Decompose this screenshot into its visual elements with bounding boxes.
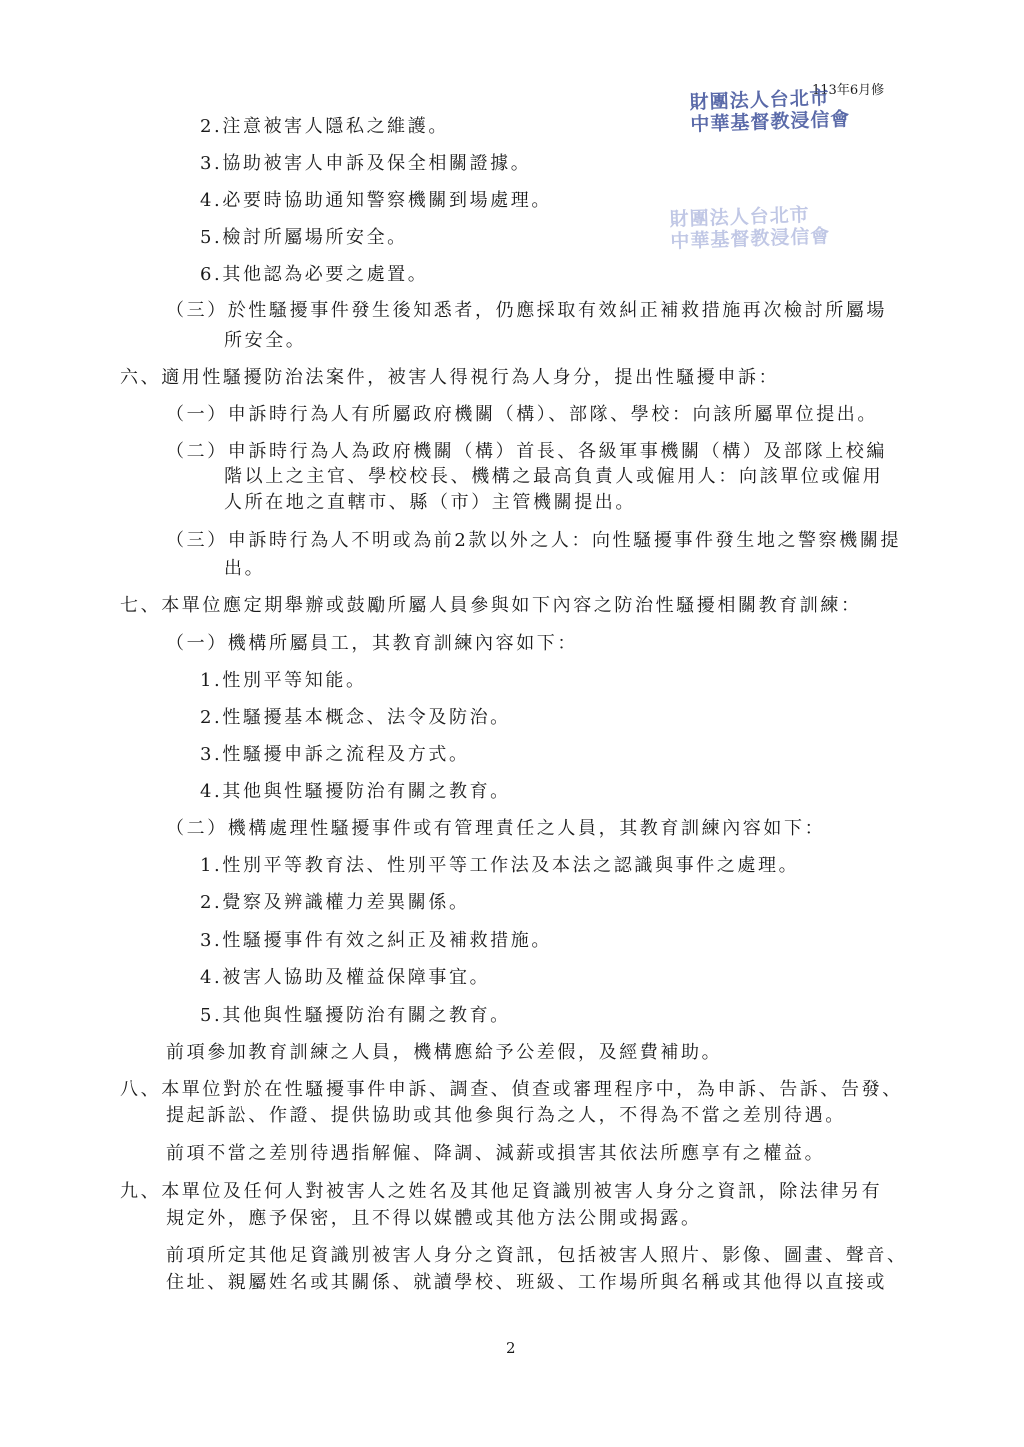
list-item: 2.性騷擾基本概念、法令及防治。 xyxy=(200,707,511,728)
clause-paragraph: （一）申訴時行為人有所屬政府機關（構）、部隊、學校：向該所屬單位提出。 xyxy=(166,404,878,425)
clause-paragraph: 所安全。 xyxy=(224,330,307,351)
paragraph: 規定外，應予保密，且不得以媒體或其他方法公開或揭露。 xyxy=(166,1208,702,1229)
list-item: 3.性騷擾事件有效之糾正及補救措施。 xyxy=(200,930,552,951)
paragraph: 提起訴訟、作證、提供協助或其他參與行為之人，不得為不當之差別待遇。 xyxy=(166,1105,846,1126)
section-heading: 九、本單位及任何人對被害人之姓名及其他足資識別被害人身分之資訊，除法律另有 xyxy=(120,1181,883,1202)
clause-paragraph: （一）機構所屬員工，其教育訓練內容如下： xyxy=(166,633,578,654)
list-item: 4.其他與性騷擾防治有關之教育。 xyxy=(200,781,511,802)
revision-note: 113年6月修 xyxy=(812,83,885,98)
list-item: 5.其他與性騷擾防治有關之教育。 xyxy=(200,1005,511,1026)
stamp-line: 中華基督教浸信會 xyxy=(670,225,831,253)
paragraph: 前項所定其他足資識別被害人身分之資訊，包括被害人照片、影像、圖畫、聲音、 xyxy=(166,1245,908,1266)
clause-paragraph: （二）機構處理性騷擾事件或有管理責任之人員，其教育訓練內容如下： xyxy=(166,818,826,839)
list-item: 4.必要時協助通知警察機關到場處理。 xyxy=(200,190,552,211)
list-item: 3.協助被害人申訴及保全相關證據。 xyxy=(200,153,532,174)
page-number: 2 xyxy=(506,1339,516,1357)
paragraph: 前項參加教育訓練之人員，機構應給予公差假，及經費補助。 xyxy=(166,1042,723,1063)
stamp-line: 中華基督教浸信會 xyxy=(690,108,851,136)
list-item: 3.性騷擾申訴之流程及方式。 xyxy=(200,744,470,765)
section-heading: 七、本單位應定期舉辦或鼓勵所屬人員參與如下內容之防治性騷擾相關教育訓練： xyxy=(120,595,862,616)
list-item: 1.性別平等知能。 xyxy=(200,670,367,691)
list-item: 6.其他認為必要之處置。 xyxy=(200,264,429,285)
stamp-line: 財團法人台北市 xyxy=(689,86,830,114)
list-item: 2.覺察及辨識權力差異關係。 xyxy=(200,892,470,913)
clause-paragraph: （三）申訴時行為人不明或為前2款以外之人：向性騷擾事件發生地之警察機關提 xyxy=(166,530,902,551)
section-heading: 六、適用性騷擾防治法案件，被害人得視行為人身分，提出性騷擾申訴： xyxy=(120,367,780,388)
list-item: 2.注意被害人隱私之維護。 xyxy=(200,116,449,137)
organization-stamp-faded xyxy=(669,203,830,253)
list-item: 1.性別平等教育法、性別平等工作法及本法之認識與事件之處理。 xyxy=(200,855,800,876)
stamp-line: 財團法人台北市 xyxy=(669,203,810,231)
clause-paragraph: 人所在地之直轄市、縣（市）主管機關提出。 xyxy=(224,492,636,513)
paragraph: 住址、親屬姓名或其關係、就讀學校、班級、工作場所與名稱或其他得以直接或 xyxy=(166,1272,887,1293)
list-item: 5.檢討所屬場所安全。 xyxy=(200,227,408,248)
paragraph: 前項不當之差別待遇指解僱、降調、減薪或損害其依法所應享有之權益。 xyxy=(166,1143,826,1164)
clause-paragraph: （三）於性騷擾事件發生後知悉者，仍應採取有效糾正補救措施再次檢討所屬場 xyxy=(166,300,887,321)
clause-paragraph: 階以上之主官、學校校長、機構之最高負責人或僱用人：向該單位或僱用 xyxy=(224,466,884,487)
list-item: 4.被害人協助及權益保障事宜。 xyxy=(200,967,491,988)
clause-paragraph: （二）申訴時行為人為政府機關（構）首長、各級軍事機關（構）及部隊上校編 xyxy=(166,441,887,462)
organization-stamp xyxy=(689,86,850,136)
clause-paragraph: 出。 xyxy=(224,558,266,579)
section-heading: 八、本單位對於在性騷擾事件申訴、調查、偵查或審理程序中，為申訴、告訴、告發、 xyxy=(120,1079,903,1100)
